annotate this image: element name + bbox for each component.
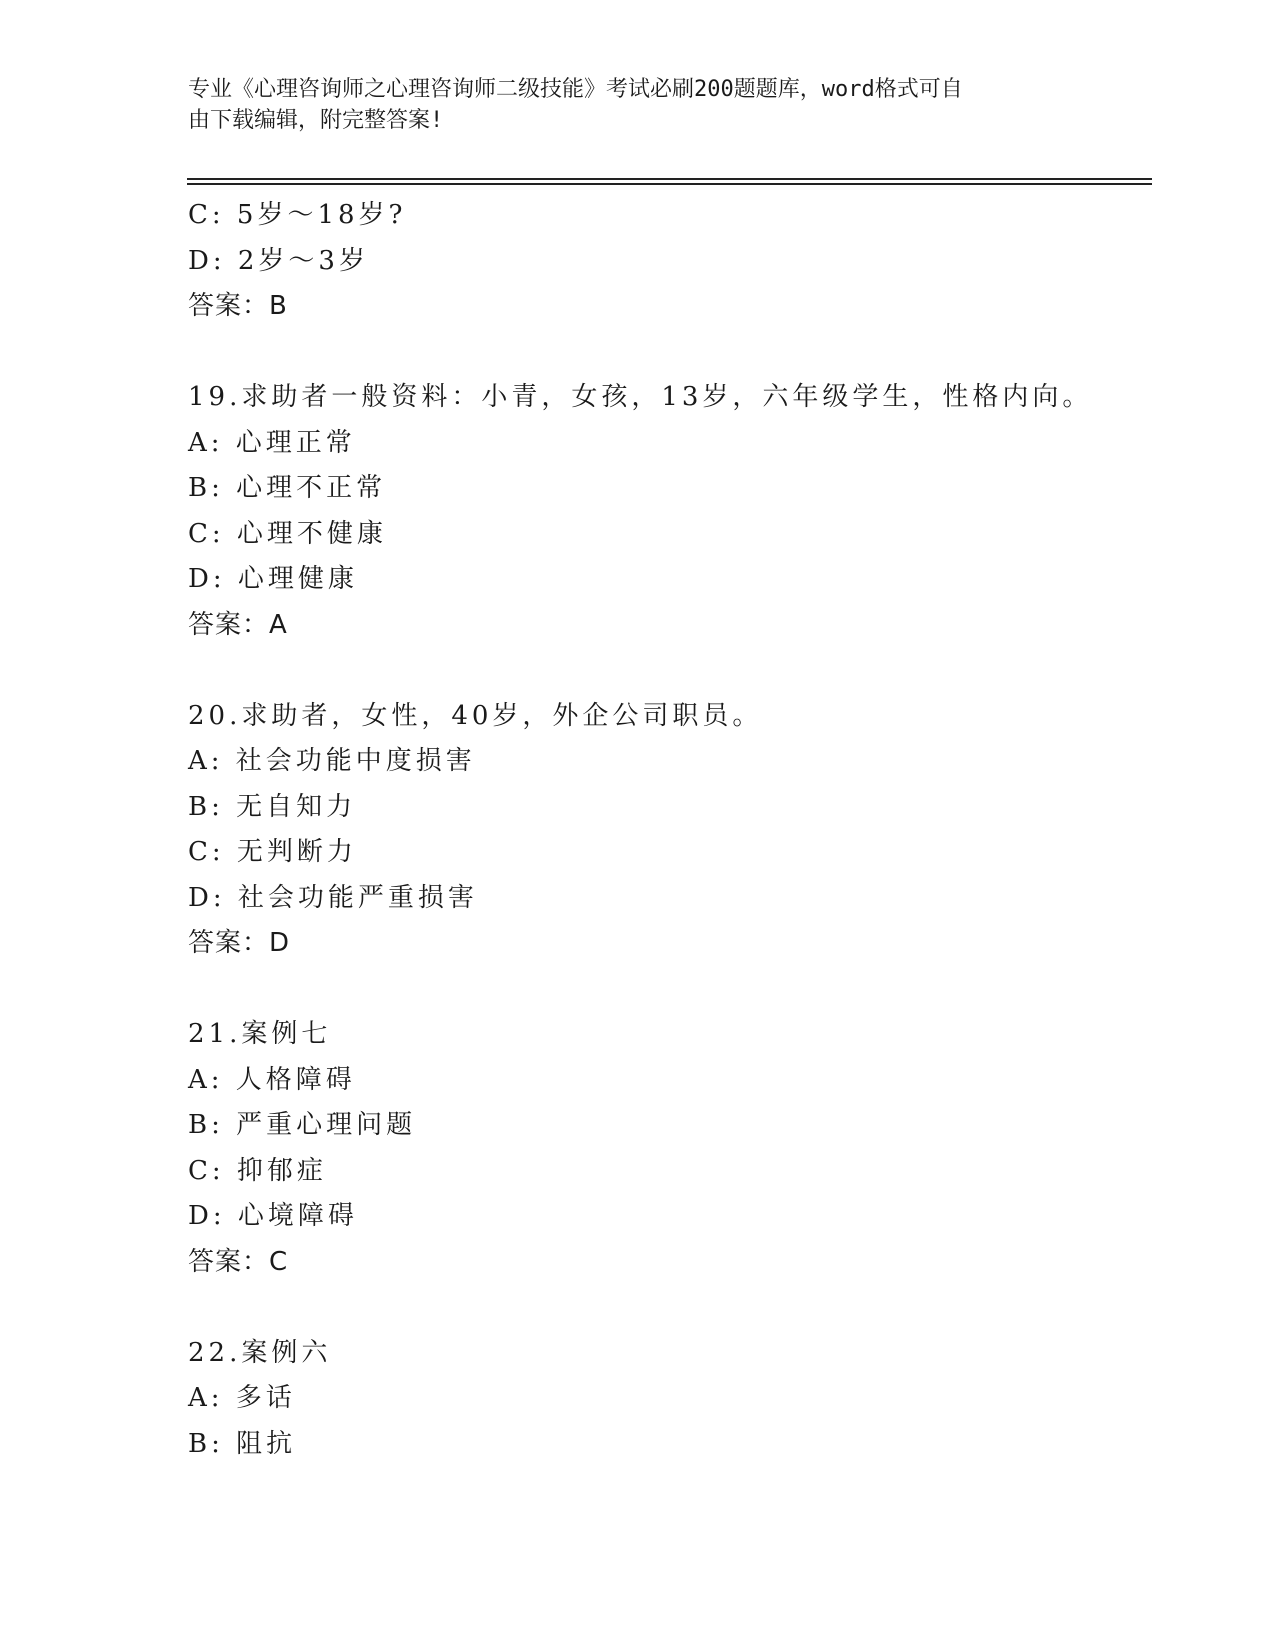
header-line-1: 专业《心理咨询师之心理咨询师二级技能》考试必刷200题题库，word格式可自	[188, 77, 963, 102]
spacer	[188, 967, 1148, 1013]
option-a: A: 多话	[188, 1383, 296, 1413]
header-divider-bottom	[187, 183, 1152, 185]
question-block-21	[188, 1012, 1148, 1285]
question-block-prev	[188, 193, 1148, 330]
option-d: D: 2岁～3岁	[188, 245, 369, 276]
question-list	[188, 193, 1148, 1467]
option-d: D: 心境障碍	[188, 1201, 358, 1231]
option-a: A: 人格障碍	[188, 1064, 356, 1095]
option-a: A: 社会功能中度损害	[188, 746, 476, 776]
option-c: C: 心理不健康	[188, 518, 387, 549]
option-b: B: 无自知力	[188, 791, 357, 822]
option-d: D: 社会功能严重损害	[188, 882, 478, 913]
option-d: D: 心理健康	[188, 564, 358, 594]
question-block-22	[188, 1331, 1148, 1468]
option-b: B: 心理不正常	[188, 473, 387, 503]
question-block-20	[188, 694, 1148, 967]
option-b: B: 阻抗	[188, 1428, 297, 1459]
document-header	[188, 74, 1068, 136]
spacer	[188, 1285, 1148, 1331]
header-divider-top	[187, 178, 1152, 180]
answer-label: 答案：A	[188, 609, 288, 640]
option-c: C: 抑郁症	[188, 1155, 327, 1186]
answer-label: 答案：C	[188, 1246, 289, 1277]
option-b: B: 严重心理问题	[188, 1110, 417, 1140]
answer-label: 答案：B	[188, 291, 288, 321]
question-text: 20.求助者，女性，40岁，外企公司职员。	[188, 700, 763, 731]
header-line-2: 由下载编辑，附完整答案!	[188, 108, 444, 133]
option-c: C: 无判断力	[188, 837, 357, 867]
question-block-19	[188, 375, 1148, 648]
spacer	[188, 648, 1148, 694]
option-a: A: 心理正常	[188, 427, 356, 458]
answer-label: 答案：D	[188, 928, 291, 958]
question-text: 21.案例七	[188, 1019, 332, 1049]
spacer	[188, 330, 1148, 376]
question-text: 22.案例六	[188, 1337, 332, 1368]
option-c: C: 5岁～18岁?	[188, 200, 407, 230]
question-text: 19.求助者一般资料：小青，女孩，13岁，六年级学生，性格内向。	[188, 382, 1093, 412]
